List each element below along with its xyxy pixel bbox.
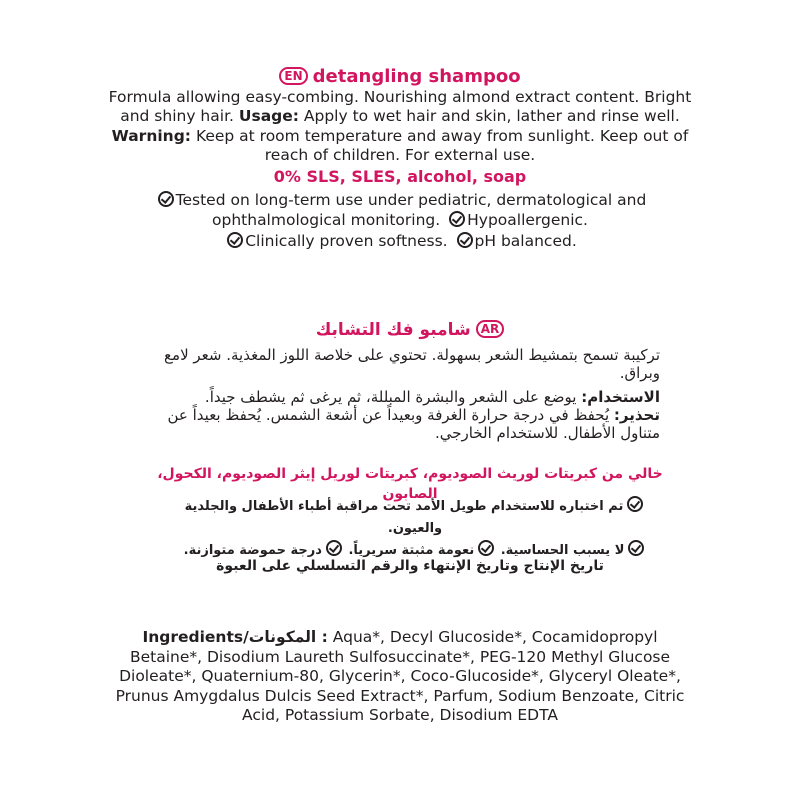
arabic-intro: تركيبة تسمح بتمشيط الشعر بسهولة. تحتوي على خلاصة اللوز المغذية. شعر لامع وبراق.	[164, 346, 660, 382]
check-circle-icon	[627, 496, 643, 512]
arabic-title: شامبو فك التشابك	[315, 320, 471, 340]
arabic-usage-text: يوضع على الشعر والبشرة المبللة، ثم يرغى ثم يشطف جيداً.	[204, 388, 577, 406]
claim-tested: Tested on long-term use under pediatric, dermatological and ophthalmological monitoring.	[175, 190, 647, 230]
english-claims	[100, 190, 700, 252]
usage-text: Apply to wet hair and skin, lather and rinse well.	[303, 107, 680, 126]
arabic-date-notice: تاريخ الإنتاج وتاريخ الإنتهاء والرقم التسلسلي على العبوة	[216, 558, 604, 574]
check-circle-icon	[478, 540, 494, 556]
ingredients-block	[110, 628, 690, 726]
claim-ph: pH balanced.	[474, 231, 577, 250]
arabic-warning-label: تحذير:	[613, 406, 660, 424]
warning-text: Keep at room temperature and away from sunlight. Keep out of reach of children. For external use.	[195, 126, 689, 165]
claim-hypoallergenic: Hypoallergenic.	[467, 211, 588, 230]
usage-label: Usage:	[238, 107, 299, 126]
arabic-claim-softness: نعومة مثبتة سريرياً.	[348, 543, 475, 558]
ingredients-list: Aqua*, Decyl Glucoside*, Cocamidopropyl Betaine*, Disodium Laureth Sulfosuccinate*, PEG-120 Methyl Glucose Dioleate*, Quaternium-80, Glycerin*, Coco-Glucoside*, Glyceryl Oleate*, Prunus Amygdalus Dulcis Seed Extract*, Parfum, Sodium Benzoate, Citric Acid, Potassium Sorbate, Disodium EDTA	[115, 628, 685, 725]
arabic-claim-row	[170, 496, 660, 540]
arabic-claims	[170, 496, 660, 562]
warning-label: Warning:	[111, 126, 191, 145]
arabic-free-of-claim: خالي من كبريتات لوريث الصوديوم، كبريتات لوريل إيثر الصوديوم، الكحول، الصابون	[157, 466, 663, 502]
arabic-claim-ph: درجة حموضة متوازنة.	[183, 543, 322, 558]
arabic-warning	[160, 406, 660, 442]
english-intro: Formula allowing easy-combing. Nourishing almond extract content. Bright and shiny hair.	[108, 88, 692, 126]
arabic-usage-label: الاستخدام:	[581, 388, 660, 406]
claim-softness: Clinically proven softness.	[245, 231, 448, 250]
check-circle-icon	[457, 232, 473, 248]
check-circle-icon	[158, 191, 174, 207]
free-of-claim: 0% SLS, SLES, alcohol, soap	[273, 166, 527, 186]
ar-language-badge: AR	[476, 320, 505, 338]
ingredients-label: Ingredients/المكونات :	[142, 628, 328, 646]
arabic-warning-text: يُحفظ في درجة حرارة الغرفة وبعيداً عن أشعة الشمس. يُحفظ بعيداً عن متناول الأطفال. للاستخدام الخارجي.	[167, 406, 660, 442]
english-section	[100, 66, 700, 251]
arabic-heading	[150, 318, 670, 342]
check-circle-icon	[326, 540, 342, 556]
check-circle-icon	[449, 211, 465, 227]
check-circle-icon	[628, 540, 644, 556]
english-heading	[100, 66, 700, 88]
english-title: detangling shampoo	[312, 66, 521, 87]
check-circle-icon	[227, 232, 243, 248]
arabic-claim-tested: تم اختباره للاستخدام طويل الأمد تحت مراقبة أطباء الأطفال والجلدية والعيون.	[184, 499, 624, 536]
arabic-description	[160, 346, 660, 442]
en-language-badge: EN	[279, 67, 307, 85]
english-description	[100, 88, 700, 166]
arabic-usage	[160, 388, 660, 406]
arabic-claim-hypoallergenic: لا يسبب الحساسية.	[500, 543, 625, 558]
